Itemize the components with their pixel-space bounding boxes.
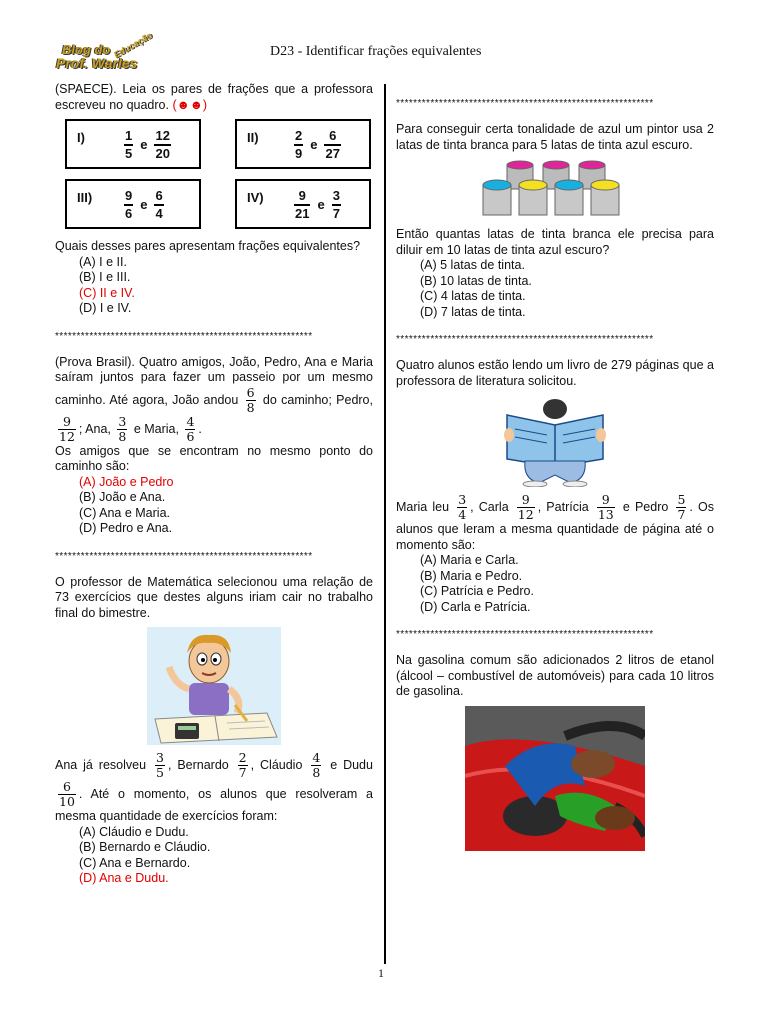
column-divider [384, 84, 386, 964]
page-title: D23 - Identificar frações equivalentes [270, 44, 482, 59]
q3-option: (C) Ana e Bernardo. [79, 855, 191, 870]
q2-option: (D) Pedro e Ana. [79, 521, 173, 535]
paint-cans-image [475, 159, 635, 221]
q2-question: Os amigos que se encontram no mesmo ponto do caminho são: [55, 443, 373, 473]
question-1 [55, 82, 373, 317]
q1-option: (C) II e IV. [79, 285, 135, 300]
q4-option: (B) 10 latas de tinta. [420, 273, 532, 288]
q4-option: (A) 5 latas de tinta. [420, 258, 525, 272]
q3-text: O professor de Matemática selecionou uma relação de 73 exercícios que destes alguns iriam cair no trabalho final do bimestre. [55, 574, 373, 620]
student-studying-illustration [147, 627, 281, 745]
question-5 [396, 358, 714, 615]
q1-intro: (SPAECE). Leia os pares de frações que a professora escreveu no quadro. (☻☻) [55, 82, 373, 112]
q3-option: (A) Cláudio e Dudu. [79, 824, 189, 839]
question-6 [396, 653, 714, 851]
q3-option: (D) Ana e Dudu. [79, 871, 169, 885]
q5-option: (B) Maria e Pedro. [420, 568, 523, 583]
q5-option: (D) Carla e Patrícia. [420, 599, 531, 614]
fraction-boxes-row-1 [65, 119, 371, 169]
q6-text: Na gasolina comum são adicionados 2 litros de etanol (álcool – combustível de automóveis) para cada 10 litros de gasolina. [396, 653, 714, 698]
q4-option: (C) 4 latas de tinta. [420, 289, 526, 303]
q1-option: (A) I e II. [79, 254, 127, 269]
q4-option: (D) 7 latas de tinta. [420, 304, 526, 319]
q2-option: (C) Ana e Maria. [79, 505, 171, 520]
question-4 [396, 122, 714, 320]
q1-question: Quais desses pares apresentam frações equivalentes? [55, 239, 361, 253]
logo-text-line3: Educação [111, 30, 154, 61]
separator: ************************************************************ [55, 330, 313, 342]
page-number: 1 [378, 966, 384, 980]
q5-text: Quatro alunos estão lendo um livro de 279 páginas que a professora de literatura solicitou. [396, 358, 714, 388]
fraction-pair-box: II) $\frac{2}{9}$ e $\frac{6}{27}$ [235, 119, 371, 169]
q5-option: (C) Patrícia e Pedro. [420, 584, 534, 598]
fraction-pair-box: III) $\frac{9}{6}$ e $\frac{6}{4}$ [65, 179, 201, 229]
fraction-pair-box: IV) $\frac{9}{21}$ e $\frac{3}{7}$ [235, 179, 371, 229]
logo-text-line2: Prof. Warles [56, 55, 138, 71]
q3-option: (B) Bernardo e Cláudio. [79, 840, 211, 854]
q4-question: Então quantas latas de tinta branca ele precisa para diluir em 10 latas de tinta azul escuro? [396, 227, 714, 257]
logo-text-line1: Blog do [62, 42, 111, 57]
q2-option: (B) João e Ana. [79, 490, 166, 504]
fraction-pair-box: I) $\frac{1}{5}$ e $\frac{12}{20}$ [65, 119, 201, 169]
smiley-icon: (☻☻) [172, 97, 208, 112]
left-column [55, 82, 373, 887]
q1-option: (D) I e IV. [79, 301, 132, 315]
right-column [396, 82, 714, 857]
q2-text: (Prova Brasil). Quatro amigos, João, Pedro, Ana e Maria saíram juntos para fazer um passeio por um mesmo caminho. Até agora, João andou $\frac{6}{8}$ do caminho; Pedro, $\frac{9}{12}$ ; Ana, $\frac{3}{8}$ e Maria, $\frac{4}{6}$ . [55, 354, 373, 444]
question-3 [55, 575, 373, 887]
separator: ************************************************************ [55, 550, 313, 562]
q5-fractions-line: Maria leu $\frac{3}{4}$ , Carla $\frac{9}{12}$ , Patrícia $\frac{9}{13}$ e Pedro $\frac{5}{7}$ . Os alunos que leram a mesma quantidade de página até o momento são: [396, 492, 715, 552]
separator: ************************************************************ [396, 629, 654, 640]
q1-option: (B) I e III. [79, 270, 131, 284]
fuel-pump-photo [465, 706, 645, 851]
fraction-boxes-row-2 [65, 179, 371, 229]
q5-option: (A) Maria e Carla. [420, 553, 519, 567]
separator: ************************************************************ [396, 98, 654, 109]
q4-text: Para conseguir certa tonalidade de azul um pintor usa 2 latas de tinta branca para 5 latas de tinta azul escuro. [396, 122, 714, 152]
separator: ************************************************************ [396, 334, 654, 345]
q2-option: (A) João e Pedro [79, 474, 174, 489]
question-2 [55, 355, 373, 537]
child-reading-book-illustration [495, 395, 615, 487]
blog-logo [50, 30, 154, 76]
q3-fractions-line: Ana já resolveu $\frac{3}{5}$ , Bernardo $\frac{2}{7}$ , Cláudio $\frac{4}{8}$ e Dudu $\frac{6}{10}$ . Até o momento, os alunos que resolveram a mesma quantidade de exercícios foram: [55, 750, 373, 823]
